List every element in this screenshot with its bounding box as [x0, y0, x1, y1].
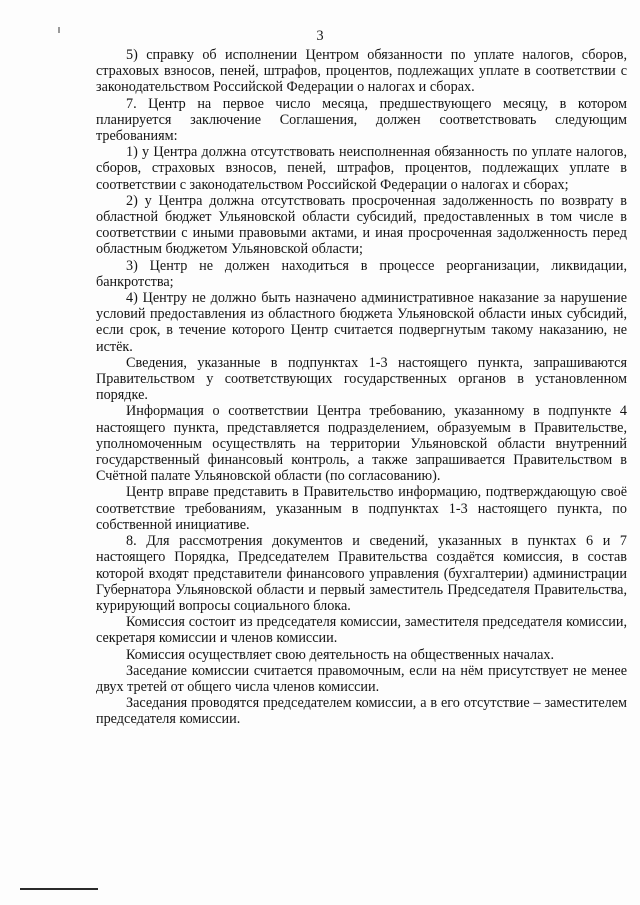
document-body	[96, 47, 627, 728]
paragraph-quorum: Заседание комиссии считается правомочным, если на нём присутствует не менее двух третей от общего числа членов комиссии.	[96, 662, 627, 695]
paragraph-own-initiative: Центр вправе представить в Правительство информацию, подтверждающую своё соответствие требованиям, указанным в подпунктах 1-3 настоящего пункта, по собственной инициативе.	[96, 484, 627, 533]
paragraph-7-2: 2) у Центра должна отсутствовать просроченная задолженность по возврату в областной бюджет Ульяновской области субсидий, предоставленных в том числе в соответствии с иными правовыми актами, и иная просроченная задолженность перед областным бюджетом Ульяновской области;	[96, 192, 627, 258]
paragraph-public-basis: Комиссия осуществляет свою деятельность на общественных началах.	[126, 646, 555, 663]
paragraph-8-commission: 8. Для рассмотрения документов и сведений, указанных в пунктах 6 и 7 настоящего Порядка, Председателем Правительства создаётся комиссия, в состав которой входят представители финансового управления (бухгалтерии) администрации Губернатора Ульяновской области и первый заместитель Председателя Правительства, курирующий вопросы социального блока.	[96, 533, 627, 614]
paragraph-7-3: 3) Центр не должен находиться в процессе реорганизации, ликвидации, банкротства;	[96, 257, 627, 290]
footer-rule	[20, 888, 98, 890]
paragraph-7-requirements: 7. Центр на первое число месяца, предшествующего месяцу, в котором планируется заключение Соглашения, должен соответствовать следующим требованиям:	[96, 95, 627, 145]
paragraph-information-request: Сведения, указанные в подпунктах 1-3 настоящего пункта, запрашиваются Правительством у соответствующих государственных органов в установленном порядке.	[96, 354, 627, 404]
paragraph-meetings: Заседания проводятся председателем комиссии, а в его отсутствие – заместителем председателя комиссии.	[96, 695, 627, 728]
paragraph-7-1: 1) у Центра должна отсутствовать неисполненная обязанность по уплате налогов, сборов, страховых взносов, пеней, штрафов, процентов, подлежащих уплате в соответствии с законодательством Российской Федерации о налогах и сборах;	[96, 144, 627, 193]
page-number: 3	[316, 28, 324, 44]
paragraph-7-4: 4) Центру не должно быть назначено административное наказание за нарушение условий предоставления из областного бюджета Ульяновской области иных субсидий, если срок, в течение которого Центр считается подвергнутым такому наказанию, не истёк.	[96, 290, 627, 355]
paragraph-compliance-info: Информация о соответствии Центра требованию, указанному в подпункте 4 настоящего пункта, представляется подразделением, образуемым в Правительстве, уполномоченным осуществлять на территории Ульяновской области внутренний государственный финансовый контроль, а также запрашивается Правительством в Счётной палате Ульяновской области (по согласованию).	[96, 403, 627, 485]
paragraph-commission-composition: Комиссия состоит из председателя комиссии, заместителя председателя комиссии, секретаря комиссии и членов комиссии.	[96, 614, 627, 647]
paragraph-5-certificate: 5) справку об исполнении Центром обязанности по уплате налогов, сборов, страховых взносов, пеней, штрафов, процентов, подлежащих уплате в соответствии с законодательством Российской Федерации о налогах и сборах.	[96, 47, 627, 96]
